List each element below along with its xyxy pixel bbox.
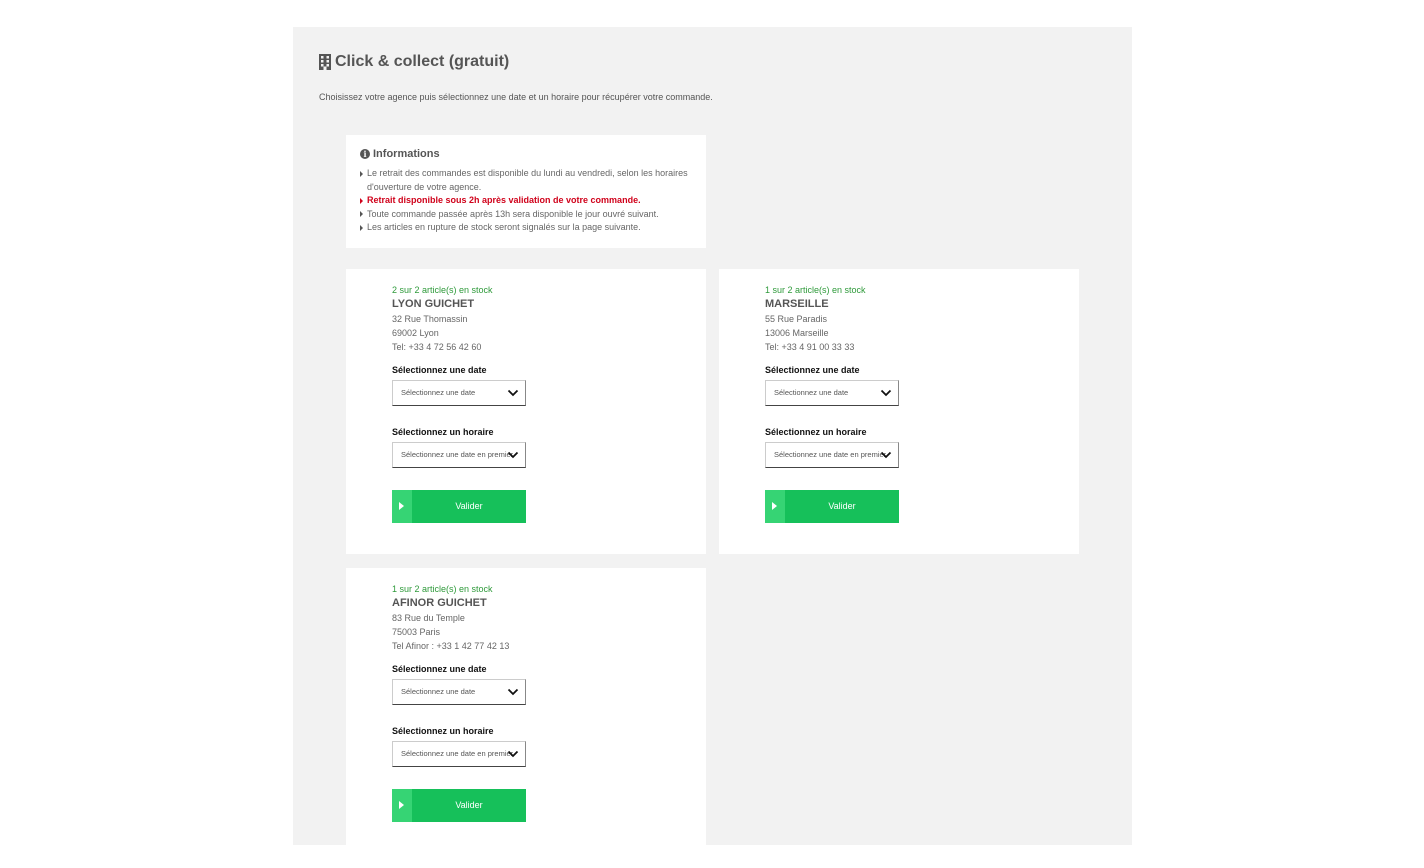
building-icon bbox=[319, 54, 331, 70]
time-select-value: Sélectionnez une date en premier bbox=[401, 749, 514, 758]
time-label: Sélectionnez un horaire bbox=[392, 726, 494, 736]
info-header bbox=[360, 148, 692, 160]
date-select[interactable] bbox=[765, 380, 899, 406]
time-select[interactable] bbox=[392, 442, 526, 468]
intro-text: Choisissez votre agence puis sélectionnez une date et un horaire pour récupérer votre commande. bbox=[319, 92, 713, 102]
date-select-value: Sélectionnez une date bbox=[401, 687, 476, 696]
chevron-down-icon bbox=[507, 749, 519, 759]
play-arrow-icon bbox=[772, 502, 777, 510]
info-item-alert: Retrait disponible sous 2h après validation de votre commande. bbox=[360, 194, 692, 208]
chevron-down-icon bbox=[880, 388, 892, 398]
date-label: Sélectionnez une date bbox=[392, 365, 487, 375]
validate-button-label: Valider bbox=[455, 501, 483, 511]
agency-phone: Tel Afinor : +33 1 42 77 42 13 bbox=[392, 641, 510, 651]
chevron-down-icon bbox=[507, 450, 519, 460]
chevron-down-icon bbox=[880, 450, 892, 460]
info-title: Informations bbox=[373, 148, 440, 160]
date-select-value: Sélectionnez une date bbox=[774, 388, 849, 397]
validate-button[interactable] bbox=[392, 789, 526, 822]
click-collect-panel bbox=[293, 27, 1132, 845]
agency-phone: Tel: +33 4 91 00 33 33 bbox=[765, 342, 855, 352]
play-arrow-icon bbox=[399, 801, 404, 809]
validate-button[interactable] bbox=[765, 490, 899, 523]
agency-street: 32 Rue Thomassin bbox=[392, 314, 468, 324]
agency-city: 69002 Lyon bbox=[392, 328, 439, 338]
agency-phone: Tel: +33 4 72 56 42 60 bbox=[392, 342, 482, 352]
play-arrow-icon bbox=[399, 502, 404, 510]
section-title-text: Click & collect (gratuit) bbox=[335, 53, 510, 70]
date-select[interactable] bbox=[392, 380, 526, 406]
date-select[interactable] bbox=[392, 679, 526, 705]
info-circle-icon: i bbox=[360, 149, 370, 159]
agency-card-afinor bbox=[346, 568, 706, 858]
validate-button-label: Valider bbox=[828, 501, 856, 511]
agency-name: AFINOR GUICHET bbox=[392, 597, 487, 609]
agency-city: 13006 Marseille bbox=[765, 328, 829, 338]
agency-name: LYON GUICHET bbox=[392, 298, 475, 310]
time-select[interactable] bbox=[392, 741, 526, 767]
agency-name: MARSEILLE bbox=[765, 298, 829, 310]
time-label: Sélectionnez un horaire bbox=[765, 427, 867, 437]
button-accent bbox=[765, 490, 785, 523]
date-select-value: Sélectionnez une date bbox=[401, 388, 476, 397]
time-select[interactable] bbox=[765, 442, 899, 468]
agency-street: 55 Rue Paradis bbox=[765, 314, 828, 324]
time-select-value: Sélectionnez une date en premier bbox=[401, 450, 514, 459]
info-box bbox=[346, 135, 706, 248]
agency-card-lyon bbox=[346, 269, 706, 554]
agency-card-marseille bbox=[719, 269, 1079, 554]
agency-street: 83 Rue du Temple bbox=[392, 613, 465, 623]
info-list bbox=[360, 167, 692, 235]
stock-status: 1 sur 2 article(s) en stock bbox=[392, 584, 493, 594]
date-label: Sélectionnez une date bbox=[765, 365, 860, 375]
info-item: Les articles en rupture de stock seront signalés sur la page suivante. bbox=[360, 221, 692, 235]
stock-status: 2 sur 2 article(s) en stock bbox=[392, 285, 493, 295]
date-label: Sélectionnez une date bbox=[392, 664, 487, 674]
validate-button-label: Valider bbox=[455, 800, 483, 810]
button-accent bbox=[392, 789, 412, 822]
chevron-down-icon bbox=[507, 687, 519, 697]
info-item: Toute commande passée après 13h sera disponible le jour ouvré suivant. bbox=[360, 208, 692, 222]
agency-city: 75003 Paris bbox=[392, 627, 441, 637]
section-title bbox=[319, 53, 509, 71]
button-accent bbox=[392, 490, 412, 523]
chevron-down-icon bbox=[507, 388, 519, 398]
info-item: Le retrait des commandes est disponible du lundi au vendredi, selon les horaires d'ouverture de votre agence. bbox=[360, 167, 692, 194]
time-label: Sélectionnez un horaire bbox=[392, 427, 494, 437]
time-select-value: Sélectionnez une date en premier bbox=[774, 450, 887, 459]
stock-status: 1 sur 2 article(s) en stock bbox=[765, 285, 866, 295]
validate-button[interactable] bbox=[392, 490, 526, 523]
